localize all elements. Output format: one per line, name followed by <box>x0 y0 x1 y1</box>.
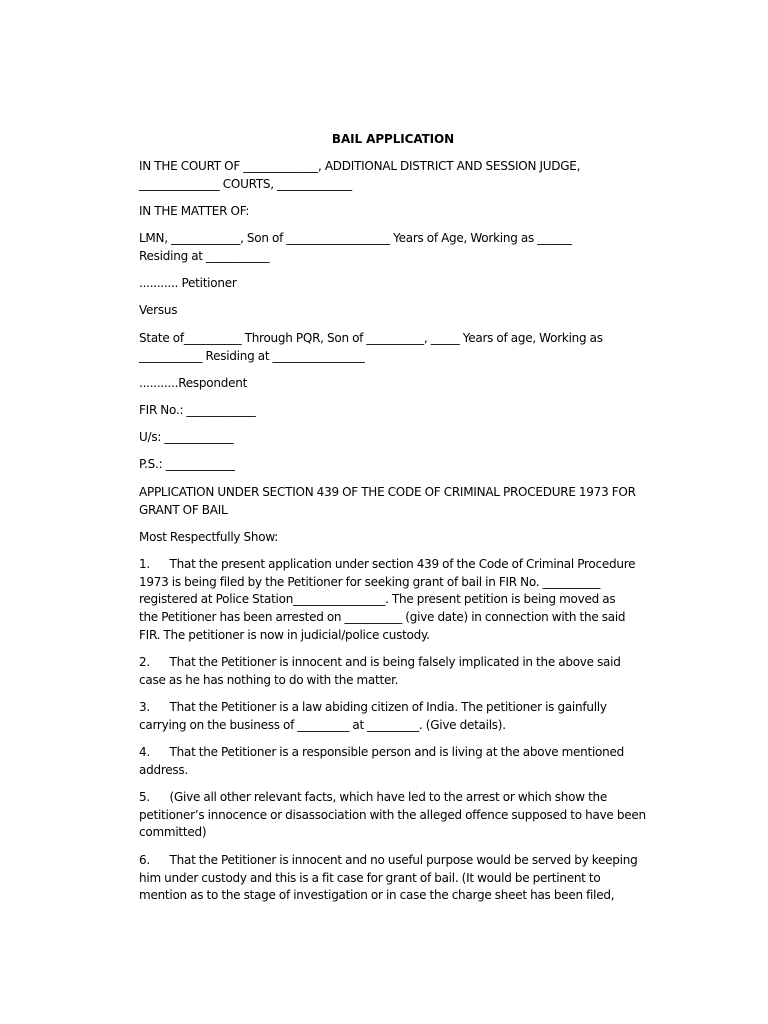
petitioner-details: LMN, ____________, Son of __________________ Years of Age, Working as ______ Residing at ___________ <box>139 231 572 263</box>
point-5: 5. (Give all other relevant facts, which have led to the arrest or which show the petitioner’s innocence or disassociation with the alleged offence supposed to have been committed) <box>139 790 646 840</box>
respondent-details: State of__________ Through PQR, Son of __________, _____ Years of age, Working as ___________ Residing at ________________ <box>139 331 603 363</box>
point-1: 1. That the present application under section 439 of the Code of Criminal Procedure 1973 is being filed by the Petitioner for seeking grant of bail in FIR No. __________ registered at Police Station________________. The present petition is being moved as the Petitioner has been arrested on __________ (give date) in connection with the said FIR. The petitioner is now in judicial/police custody. <box>139 557 636 642</box>
matter-heading: IN THE MATTER OF: <box>139 204 250 218</box>
point-6: 6. That the Petitioner is innocent and no useful purpose would be served by keeping him under custody and this is a fit case for grant of bail. (It would be pertinent to mention as to the stage of investigation or in case the charge sheet has been filed, <box>139 853 638 903</box>
point-2: 2. That the Petitioner is innocent and is being falsely implicated in the above said case as he has nothing to do with the matter. <box>139 655 621 687</box>
versus-text: Versus <box>139 303 178 317</box>
point-4: 4. That the Petitioner is a responsible person and is living at the above mentioned address. <box>139 745 625 777</box>
document-title: BAIL APPLICATION <box>331 132 455 146</box>
application-heading: APPLICATION UNDER SECTION 439 OF THE CODE OF CRIMINAL PROCEDURE 1973 FOR GRANT OF BAIL <box>139 485 636 517</box>
us-field: U/s: ____________ <box>139 430 234 444</box>
salutation: Most Respectfully Show: <box>139 530 279 544</box>
respondent-label: ...........Respondent <box>139 376 248 390</box>
point-3: 3. That the Petitioner is a law abiding citizen of India. The petitioner is gainfully carrying on the business of _________ at _________. (Give details). <box>139 700 607 732</box>
petitioner-label: ........... Petitioner <box>139 276 237 290</box>
court-line: IN THE COURT OF _____________, ADDITIONAL DISTRICT AND SESSION JUDGE, ______________ COURTS, _____________ <box>139 159 581 191</box>
police-station-field: P.S.: ____________ <box>139 457 235 471</box>
fir-number-field: FIR No.: ____________ <box>139 403 256 417</box>
